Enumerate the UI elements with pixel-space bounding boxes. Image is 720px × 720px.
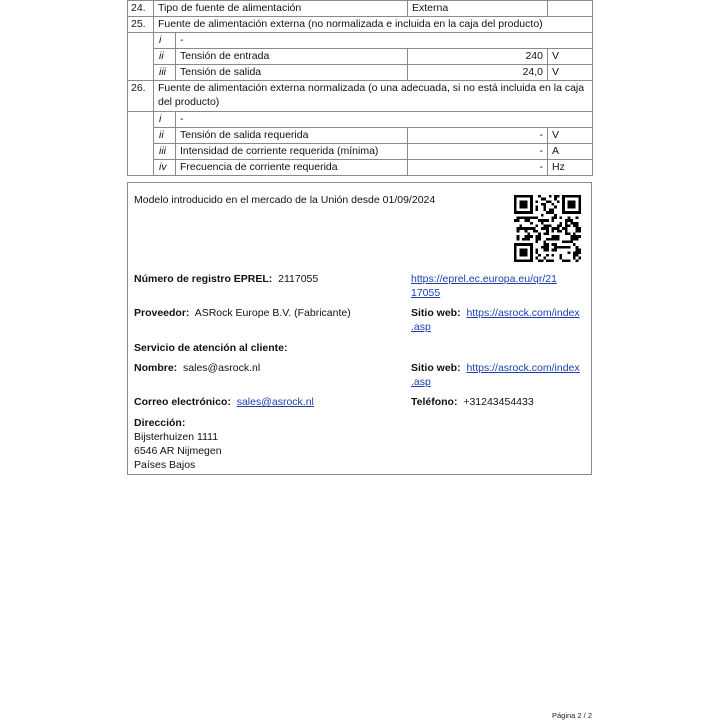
customer-service-heading: Servicio de atención al cliente:: [134, 342, 288, 354]
supplier-website: Sitio web: https://asrock.com/index .asp: [411, 307, 580, 333]
supplier-value: ASRock Europe B.V. (Fabricante): [194, 307, 351, 319]
eprel-registration: [134, 272, 318, 286]
row-value: Externa: [408, 1, 548, 17]
eprel-number: 2117055: [278, 273, 319, 285]
specs-table: [127, 0, 593, 176]
address-block: Dirección: Bijsterhuizen 1111 6546 AR Nijmegen Países Bajos: [134, 417, 222, 471]
row-25-i: i -: [128, 33, 593, 49]
website-link[interactable]: https://asrock.com/index: [466, 307, 580, 319]
row-number: 25.: [128, 17, 154, 33]
page-number: Página 2 / 2: [551, 711, 592, 720]
row-26-i: i -: [128, 112, 593, 128]
eprel-info-card: [127, 182, 592, 475]
service-email: Correo electrónico: sales@asrock.nl: [134, 396, 314, 408]
row-26-iii: iii Intensidad de corriente requerida (mínima) - A: [128, 144, 593, 160]
row-number: 26.: [128, 81, 154, 112]
supplier-label: Proveedor:: [134, 307, 190, 319]
row-24: [128, 1, 593, 17]
service-website: Sitio web: https://asrock.com/index .asp: [411, 362, 580, 388]
service-name: Nombre: sales@asrock.nl: [134, 362, 261, 374]
row-number: 24.: [128, 1, 154, 17]
row-26-iv: iv Frecuencia de corriente requerida - Hz: [128, 160, 593, 176]
row-26-ii: ii Tensión de salida requerida - V: [128, 128, 593, 144]
row-26: [128, 81, 593, 112]
eprel-link[interactable]: https://eprel.ec.europa.eu/qr/21 17055: [411, 273, 557, 299]
row-25-iii: iii Tensión de salida 24,0 V: [128, 65, 593, 81]
market-intro: Modelo introducido en el mercado de la Unión desde 01/09/2024: [134, 194, 436, 206]
eprel-label: Número de registro EPREL:: [134, 273, 273, 285]
email-link[interactable]: sales@asrock.nl: [236, 396, 314, 408]
row-25-ii: ii Tensión de entrada 240 V: [128, 49, 593, 65]
row-25: [128, 17, 593, 33]
row-label: Tipo de fuente de alimentación: [154, 1, 408, 17]
row-label: Fuente de alimentación externa normalizada (o una adecuada, si no está incluida en la caja del producto): [154, 81, 593, 112]
row-label: Fuente de alimentación externa (no normalizada e incluida en la caja del producto): [154, 17, 593, 33]
service-website-link[interactable]: https://asrock.com/index: [466, 362, 580, 374]
qr-code[interactable]: [514, 195, 581, 262]
supplier: [134, 306, 351, 320]
service-phone: Teléfono: +31243454433: [411, 396, 534, 408]
